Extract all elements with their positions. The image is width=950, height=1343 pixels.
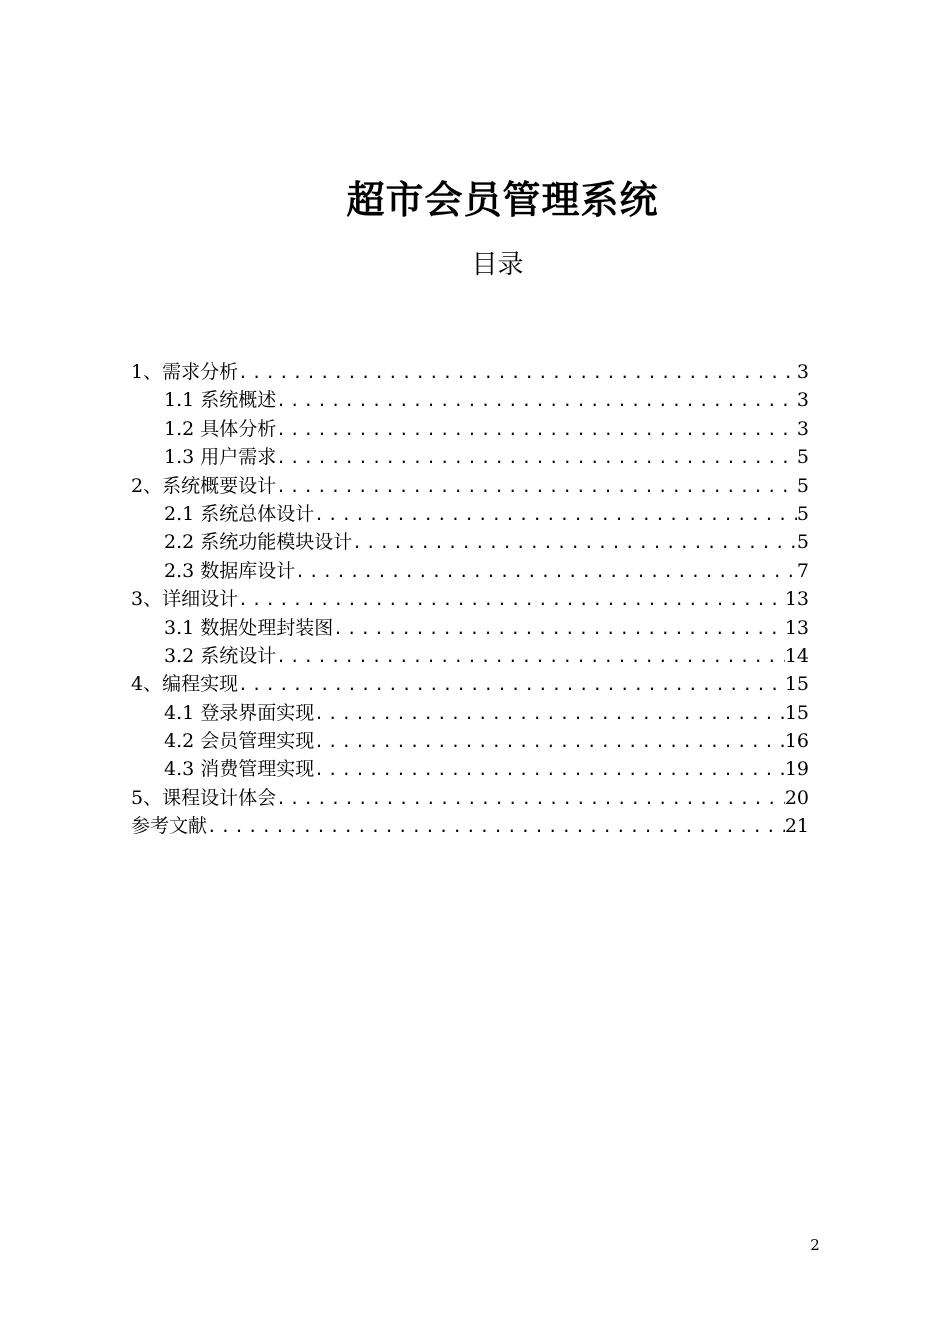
toc-entry-5[interactable] <box>131 784 809 812</box>
toc-entry-label: 1.3 用户需求 <box>164 446 277 469</box>
toc-entry-label: 4.3 消费管理实现 <box>164 758 315 781</box>
toc-entry-1-3[interactable] <box>131 443 809 471</box>
toc-entry-page: 15 <box>784 701 809 724</box>
toc-leader-dots <box>276 785 785 812</box>
toc-entry-2-2[interactable] <box>131 528 809 556</box>
toc-entry-1-2[interactable] <box>131 415 809 443</box>
toc-entry-page: 5 <box>796 474 809 497</box>
toc-entry-page: 15 <box>784 673 809 696</box>
toc-entry-references[interactable] <box>131 812 809 840</box>
toc-entry-page: 13 <box>784 588 809 611</box>
toc-leader-dots <box>276 643 785 670</box>
toc-entry-page: 21 <box>784 815 809 838</box>
toc-leader-dots <box>314 756 785 783</box>
toc-entry-label: 2.1 系统总体设计 <box>164 502 315 525</box>
toc-entry-label: 1.2 具体分析 <box>164 417 277 440</box>
toc-entry-page: 5 <box>796 502 809 525</box>
toc-entry-1[interactable] <box>131 358 809 386</box>
toc-entry-2-1[interactable] <box>131 500 809 528</box>
toc-entry-2[interactable] <box>131 472 809 500</box>
toc-leader-dots <box>333 615 785 642</box>
toc-entry-page: 5 <box>796 531 809 554</box>
toc-entry-label: 2.3 数据库设计 <box>164 559 296 582</box>
toc-entry-1-1[interactable] <box>131 386 809 414</box>
toc-leader-dots <box>295 558 797 585</box>
toc-leader-dots <box>314 728 785 755</box>
toc-entry-4-1[interactable] <box>131 699 809 727</box>
toc-entry-label: 4.2 会员管理实现 <box>164 730 315 753</box>
toc-heading: 目录 <box>471 250 524 280</box>
toc-entry-label: 1、需求分析 <box>131 361 239 383</box>
toc-entry-label: 4.1 登录界面实现 <box>164 701 315 724</box>
toc-entry-4-3[interactable] <box>131 755 809 783</box>
toc-entry-page: 3 <box>796 389 809 412</box>
toc-entry-label: 1.1 系统概述 <box>164 389 277 412</box>
toc-leader-dots <box>276 473 797 500</box>
toc-entry-page: 13 <box>784 616 809 639</box>
document-title: 超市会员管理系统 <box>346 178 659 222</box>
toc-entry-page: 5 <box>796 446 809 469</box>
toc-entry-3-2[interactable] <box>131 642 809 670</box>
toc-entry-label: 4、编程实现 <box>131 673 239 696</box>
toc-entry-2-3[interactable] <box>131 557 809 585</box>
page-number: 2 <box>810 1236 820 1254</box>
toc-entry-page: 7 <box>796 559 809 582</box>
toc-entry-page: 19 <box>784 758 809 781</box>
toc-leader-dots <box>276 387 797 414</box>
toc-entry-3-1[interactable] <box>131 614 809 642</box>
toc-leader-dots <box>314 700 785 727</box>
table-of-contents <box>131 358 809 841</box>
toc-entry-label: 3.2 系统设计 <box>164 644 277 667</box>
toc-leader-dots <box>352 529 797 556</box>
toc-leader-dots <box>238 359 797 386</box>
toc-leader-dots <box>207 813 785 840</box>
toc-entry-label: 3、详细设计 <box>131 588 239 611</box>
toc-entry-label: 参考文献 <box>131 815 208 838</box>
toc-leader-dots <box>238 586 785 613</box>
toc-entry-page: 20 <box>784 786 809 809</box>
toc-entry-4-2[interactable] <box>131 727 809 755</box>
toc-entry-label: 3.1 数据处理封装图 <box>164 616 334 639</box>
toc-entry-label: 2.2 系统功能模块设计 <box>164 531 353 554</box>
toc-entry-4[interactable] <box>131 670 809 698</box>
toc-leader-dots <box>276 444 797 471</box>
toc-entry-label: 5、课程设计体会 <box>131 786 277 809</box>
toc-entry-page: 16 <box>784 730 809 753</box>
toc-entry-label: 2、系统概要设计 <box>131 474 277 497</box>
toc-entry-3[interactable] <box>131 585 809 613</box>
toc-entry-page: 3 <box>796 361 809 383</box>
toc-leader-dots <box>314 501 797 528</box>
toc-entry-page: 14 <box>784 644 809 667</box>
toc-entry-page: 3 <box>796 417 809 440</box>
toc-leader-dots <box>238 671 785 698</box>
toc-leader-dots <box>276 416 797 443</box>
